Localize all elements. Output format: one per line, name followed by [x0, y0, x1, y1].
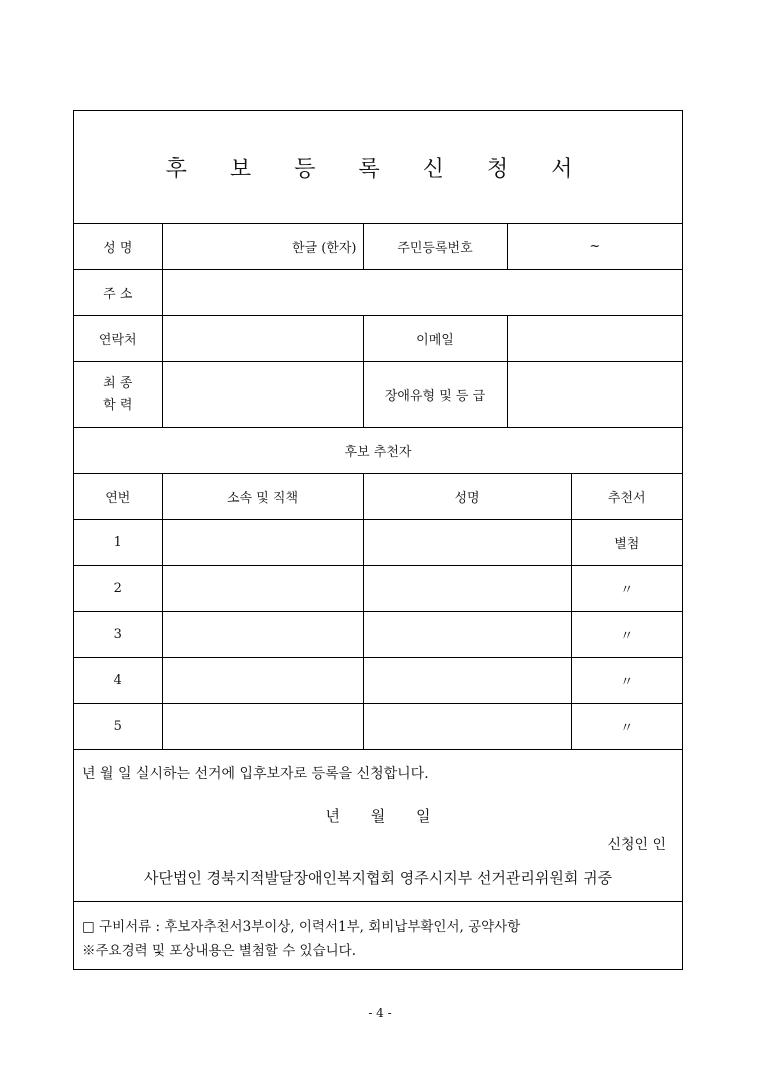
letter-note: 별첨: [571, 520, 682, 566]
required-documents-note: □ 구비서류 : 후보자추천서3부이상, 이력서1부, 회비납부확인서, 공약사항: [82, 919, 521, 935]
row-number: 1: [74, 520, 162, 566]
recommender-name-field[interactable]: [363, 658, 571, 704]
rrn-label: 주민등록번호: [363, 224, 507, 270]
contact-field[interactable]: [162, 316, 363, 362]
letter-note: 〃: [571, 658, 682, 704]
affiliation-field[interactable]: [162, 566, 363, 612]
letter-note: 〃: [571, 704, 682, 750]
row-number: 2: [74, 566, 162, 612]
page-number: - 4 -: [368, 1006, 392, 1020]
letter-note: 〃: [571, 612, 682, 658]
education-label-line2: 학 력: [103, 397, 133, 413]
letter-note: 〃: [571, 566, 682, 612]
header-affiliation: 소속 및 직책: [162, 474, 363, 520]
date-line: 년 월 일: [325, 807, 431, 825]
disability-label: 장애유형 및 등 급: [363, 362, 507, 428]
recommender-row: [74, 566, 682, 612]
recommender-name-field[interactable]: [363, 566, 571, 612]
education-label-line1: 최 종: [103, 375, 133, 391]
attachment-note: ※주요경력 및 포상내용은 별첨할 수 있습니다.: [82, 943, 356, 959]
address-field[interactable]: [162, 270, 682, 316]
header-name: 성명: [363, 474, 571, 520]
row-number: 5: [74, 704, 162, 750]
addressee: 사단법인 경북지적발달장애인복지협회 영주시지부 선거관리위원회 귀중: [143, 869, 613, 887]
education-label: [74, 362, 162, 428]
divider: [74, 901, 682, 902]
applicant-signature: 신청인 인: [607, 837, 666, 853]
contact-label: 연락처: [74, 316, 162, 362]
declaration-section: [74, 745, 682, 969]
form-table: [74, 111, 682, 750]
affiliation-field[interactable]: [162, 520, 363, 566]
rrn-field[interactable]: ~: [507, 224, 682, 270]
recommender-name-field[interactable]: [363, 520, 571, 566]
header-no: 연번: [74, 474, 162, 520]
recommender-row: [74, 612, 682, 658]
affiliation-field[interactable]: [162, 612, 363, 658]
name-field[interactable]: 한글 (한자): [162, 224, 363, 270]
email-field[interactable]: [507, 316, 682, 362]
form-title: 후 보 등 록 신 청 서: [74, 111, 682, 224]
row-number: 3: [74, 612, 162, 658]
address-label: 주 소: [74, 270, 162, 316]
disability-field[interactable]: [507, 362, 682, 428]
affiliation-field[interactable]: [162, 658, 363, 704]
recommender-name-field[interactable]: [363, 612, 571, 658]
recommender-row: [74, 658, 682, 704]
name-label: 성 명: [74, 224, 162, 270]
recommender-name-field[interactable]: [363, 704, 571, 750]
recommenders-section-title: 후보 추천자: [74, 428, 682, 474]
declaration-text: 년 월 일 실시하는 선거에 입후보자로 등록을 신청합니다.: [82, 766, 429, 782]
candidate-registration-form: [73, 110, 683, 970]
recommender-row: [74, 520, 682, 566]
affiliation-field[interactable]: [162, 704, 363, 750]
row-number: 4: [74, 658, 162, 704]
email-label: 이메일: [363, 316, 507, 362]
recommender-row: [74, 704, 682, 750]
education-field[interactable]: [162, 362, 363, 428]
header-letter: 추천서: [571, 474, 682, 520]
